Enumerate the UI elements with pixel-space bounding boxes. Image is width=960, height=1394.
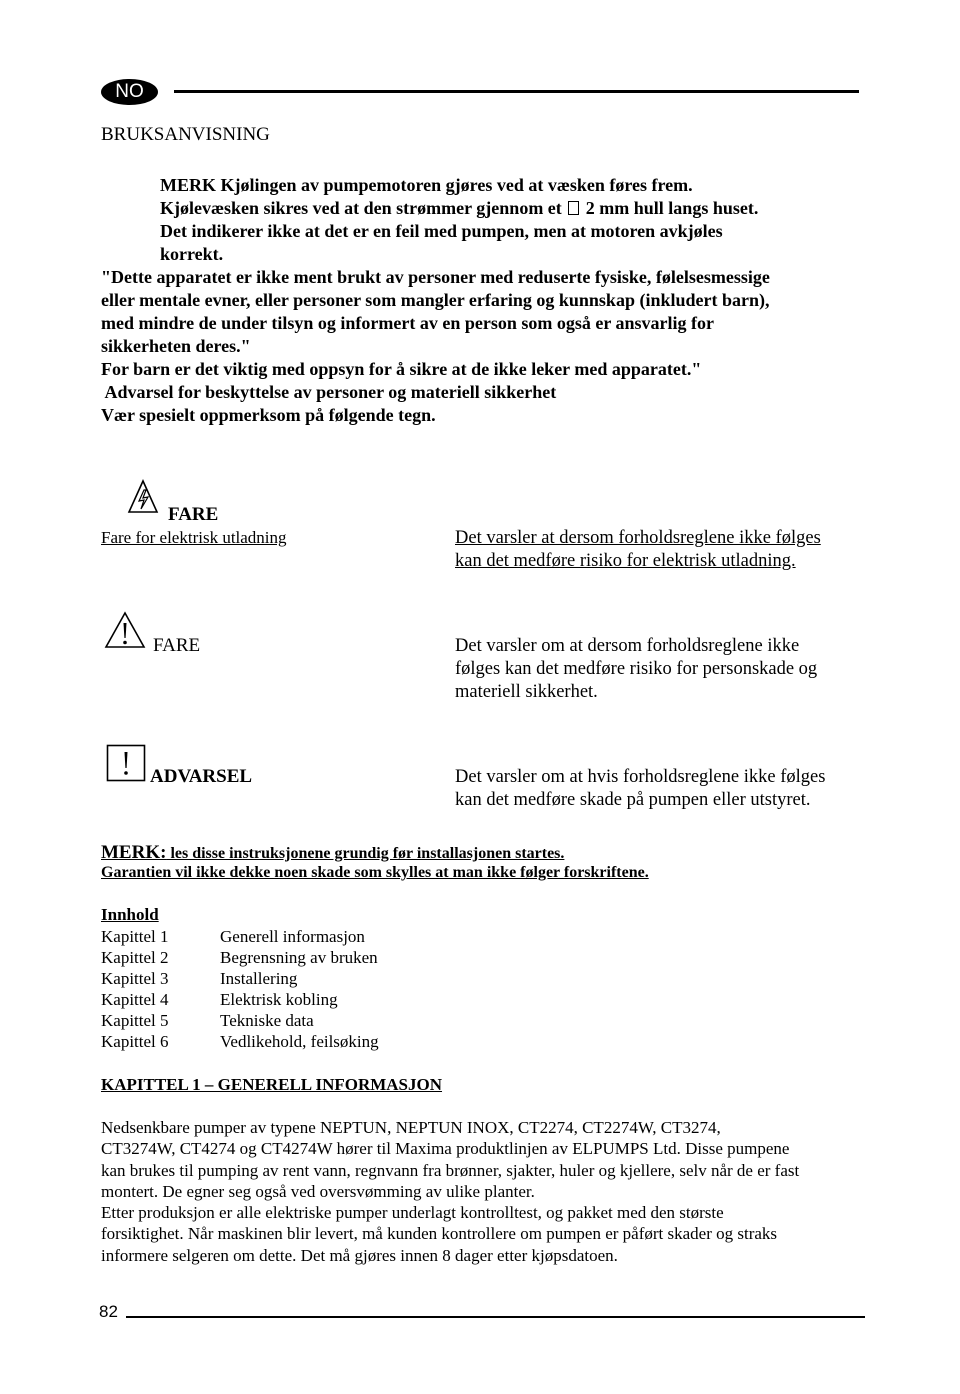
merk-note-line: MERK Kjølingen av pumpemotoren gjøres ved at væsken føres frem. [160,175,693,195]
merk-note-line: Det indikerer ikke at det er en feil med pumpen, men at motoren avkjøles [160,221,723,241]
list-item: Kapittel 1 Generell informasjon [101,927,365,946]
footer-rule [126,1316,865,1318]
list-item: Kapittel 4 Elektrisk kobling [101,990,338,1009]
hazard-description: Det varsler om at dersom forholdsreglene ikke følges kan det medføre risiko for personskade og materiell sikkerhet. [455,636,818,702]
page-number: 82 [99,1302,118,1321]
hazard-description: Det varsler at dersom forholdsreglene ikke følges kan det medføre risiko for elektrisk utladning. [455,528,821,571]
chapter-heading: KAPITTEL 1 – GENERELL INFORMASJON [101,1075,443,1094]
notice-line: Garantien vil ikke dekke noen skade som skylles at man ikke følger forskriftene. [101,864,649,881]
list-item: Kapittel 3 Installering [101,969,298,988]
safety-line: eller mentale evner, eller personer som mangler erfaring og kunnskap (inkludert barn), [101,290,770,310]
chapter-body: Nedsenkbare pumper av typene NEPTUN, NEPTUN INOX, CT2274, CT2274W, CT3274, CT3274W, CT4274 og CT4274W hører til Maxima produktlinjen av ELPUMPS Ltd. Disse pumpene kan brukes til pumping av rent vann, regnvann fra brønner, sjakter, huler og kjellere, selv når de er fast montert. De egner seg også ved oversvømming av ulike planter. Etter produksjon er alle elektriske pumper underlagt kontrolltest, og pakket med den største forsiktighet. Når maskinen blir levert, må kunden kontrollere om pumpen er påført skader og straks informere selgeren om dette. Det må gjøres innen 8 dager etter kjøpsdatoen. [101,1118,800,1265]
safety-paragraph [101,266,770,427]
contents-list [101,926,379,1052]
diameter-symbol-icon [568,201,579,215]
list-item: Kapittel 5 Tekniske data [101,1011,314,1030]
list-item: Kapittel 2 Begrensning av bruken [101,948,378,967]
merk-note-line: korrekt. [160,244,224,264]
contents-title: Innhold [101,905,159,924]
hazard-description: Det varsler om at hvis forholdsreglene ikke følges kan det medføre skade på pumpen eller utstyret. [455,767,826,810]
safety-line: "Dette apparatet er ikke ment brukt av personer med reduserte fysiske, følelsesmessige [101,267,770,287]
list-item: Kapittel 6 Vedlikehold, feilsøking [101,1032,379,1051]
hazard-sublabel: Fare for elektrisk utladning [101,528,287,547]
merk-note-line: Kjølevæsken sikres ved at den strømmer gjennom et 2 mm hull langs huset. [160,198,759,218]
language-badge: NO [101,79,158,105]
notice-line: MERK: les disse instruksjonene grundig før installasjonen startes. [101,842,565,863]
warning-exclamation-icon [106,744,146,782]
electric-hazard-icon [127,479,159,515]
safety-line: sikkerheten deres." [101,336,251,356]
section-title: BRUKSANVISNING [101,124,270,145]
safety-line: med mindre de under tilsyn og informert av en person som også er ansvarlig for [101,313,714,333]
header-rule [174,90,859,93]
safety-line: Advarsel for beskyttelse av personer og materiell sikkerhet [101,382,557,402]
safety-line: Vær spesielt oppmerksom på følgende tegn. [101,405,436,425]
hazard-label: ADVARSEL [150,766,253,787]
hazard-label: FARE [168,504,219,525]
hazard-label: FARE [153,635,201,656]
safety-line: For barn er det viktig med oppsyn for å sikre at de ikke leker med apparatet." [101,359,702,379]
merk-note [160,174,758,266]
general-hazard-icon [104,611,146,649]
